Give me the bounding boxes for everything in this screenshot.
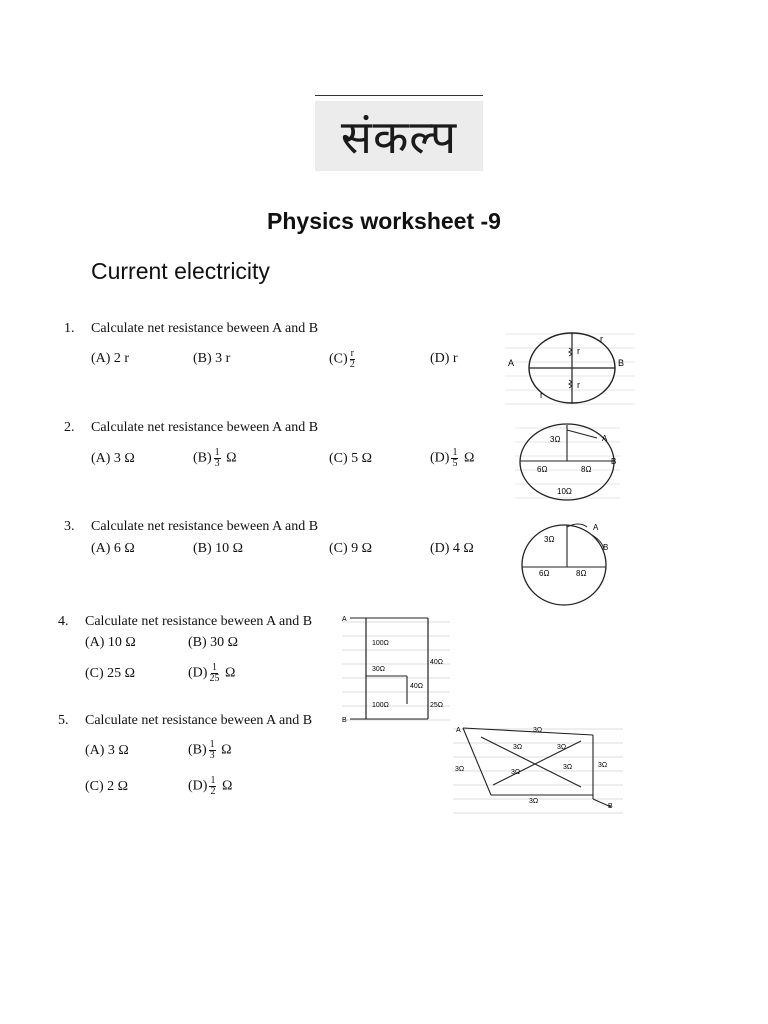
question-text: Calculate net resistance beween A and B — [85, 614, 313, 629]
resistor-label: 40Ω — [430, 659, 444, 666]
resistor-label: 6Ω — [539, 569, 550, 578]
option-d — [430, 448, 474, 469]
question-text: Calculate net resistance beween A and B — [91, 321, 319, 336]
fraction-denominator: 2 — [349, 359, 355, 370]
option-c: (C) 25 Ω — [85, 666, 136, 681]
circuit-figure-5 — [453, 723, 623, 818]
terminal-b: B — [608, 803, 613, 810]
fraction-denominator: 2 — [210, 786, 216, 797]
circuit-figure-4 — [342, 614, 450, 732]
option-a: (A) 3 Ω — [85, 743, 129, 758]
question-number: 1. — [64, 321, 75, 336]
option-b — [188, 740, 232, 761]
option-c: (C) 5 Ω — [329, 451, 373, 466]
option-c: (C) 2 Ω — [85, 779, 129, 794]
option-b: (B) 30 Ω — [188, 635, 239, 650]
terminal-b: B — [342, 717, 347, 724]
terminal-a: A — [593, 523, 599, 532]
resistor-label: r — [540, 390, 543, 400]
fraction — [209, 740, 216, 761]
option-label: (D) — [430, 450, 450, 466]
fraction — [214, 448, 221, 469]
resistor-label: 3Ω — [598, 762, 608, 769]
unit: Ω — [221, 742, 232, 758]
question-number: 5. — [58, 713, 69, 728]
terminal-a: A — [456, 727, 461, 734]
fraction-numerator: 1 — [452, 447, 458, 458]
resistor-label: 10Ω — [557, 487, 572, 496]
question-number: 2. — [64, 420, 75, 435]
option-a: (A) 2 r — [91, 351, 130, 366]
fraction — [350, 349, 355, 370]
fraction — [209, 663, 219, 684]
terminal-a: A — [602, 434, 608, 443]
circuit-figure-3 — [517, 517, 612, 609]
resistor-label: r — [577, 380, 580, 390]
section-title: Current electricity — [91, 258, 270, 284]
resistor-label: 3Ω — [511, 769, 521, 776]
resistor-label: 25Ω — [430, 702, 444, 709]
resistor-label: 30Ω — [372, 666, 386, 673]
circuit-figure-1 — [505, 328, 635, 408]
option-label: (D) — [188, 665, 208, 681]
question-text: Calculate net resistance beween A and B — [85, 713, 313, 728]
question-number: 4. — [58, 614, 69, 629]
option-d — [188, 776, 232, 797]
terminal-b: B — [603, 543, 609, 552]
resistor-label: 6Ω — [537, 465, 548, 474]
resistor-label: 3Ω — [529, 798, 539, 805]
fraction-numerator: 1 — [211, 662, 217, 673]
option-label: (B) — [188, 742, 207, 758]
option-d: (D) r — [430, 351, 458, 366]
resistor-label: 40Ω — [410, 683, 424, 690]
question-text: Calculate net resistance beween A and B — [91, 519, 319, 534]
fraction — [451, 448, 458, 469]
resistor-label: 3Ω — [557, 744, 567, 751]
resistor-label: 8Ω — [576, 569, 587, 578]
fraction-numerator: 1 — [209, 739, 215, 750]
resistor-label: 3Ω — [533, 727, 543, 734]
option-c — [329, 349, 357, 370]
option-label: (D) — [188, 778, 208, 794]
fraction-denominator: 3 — [214, 458, 220, 469]
resistor-label: r — [600, 334, 603, 344]
terminal-a: A — [342, 616, 347, 623]
resistor-label: 3Ω — [513, 744, 523, 751]
fraction-denominator: 5 — [452, 458, 458, 469]
option-b: (B) 3 r — [193, 351, 231, 366]
unit: Ω — [221, 778, 233, 794]
terminal-a: A — [508, 358, 515, 368]
unit: Ω — [226, 450, 237, 466]
question-text: Calculate net resistance beween A and B — [91, 420, 319, 435]
option-d — [188, 663, 235, 684]
resistor-label: 3Ω — [550, 435, 561, 444]
option-a: (A) 6 Ω — [91, 541, 135, 556]
fraction-denominator: 25 — [209, 673, 220, 684]
option-a: (A) 3 Ω — [91, 451, 135, 466]
circuit-figure-2 — [515, 420, 620, 505]
logo-rule — [315, 95, 483, 96]
option-b — [193, 448, 237, 469]
resistor-label: 3Ω — [544, 535, 555, 544]
fraction-denominator: 3 — [209, 750, 215, 761]
option-c: (C) 9 Ω — [329, 541, 373, 556]
resistor-label: 3Ω — [563, 764, 573, 771]
question-number: 3. — [64, 519, 75, 534]
option-b: (B) 10 Ω — [193, 541, 244, 556]
option-d: (D) 4 Ω — [430, 541, 474, 556]
fraction-numerator: r — [350, 348, 355, 359]
page-title: Physics worksheet -9 — [267, 208, 501, 234]
resistor-label: 100Ω — [372, 702, 389, 709]
option-label: (B) — [193, 450, 212, 466]
fraction-numerator: 1 — [214, 447, 220, 458]
terminal-b: B — [618, 358, 625, 368]
terminal-b: B — [611, 457, 617, 466]
sankalp-logo: संकल्प — [315, 101, 483, 171]
option-a: (A) 10 Ω — [85, 635, 136, 650]
resistor-label: 100Ω — [372, 640, 389, 647]
fraction — [209, 776, 216, 797]
resistor-label: 8Ω — [581, 465, 592, 474]
unit: Ω — [224, 665, 236, 681]
option-label: (C) — [329, 351, 348, 367]
resistor-label: 3Ω — [455, 766, 465, 773]
fraction-numerator: 1 — [210, 775, 216, 786]
unit: Ω — [463, 450, 475, 466]
resistor-label: r — [577, 346, 580, 356]
